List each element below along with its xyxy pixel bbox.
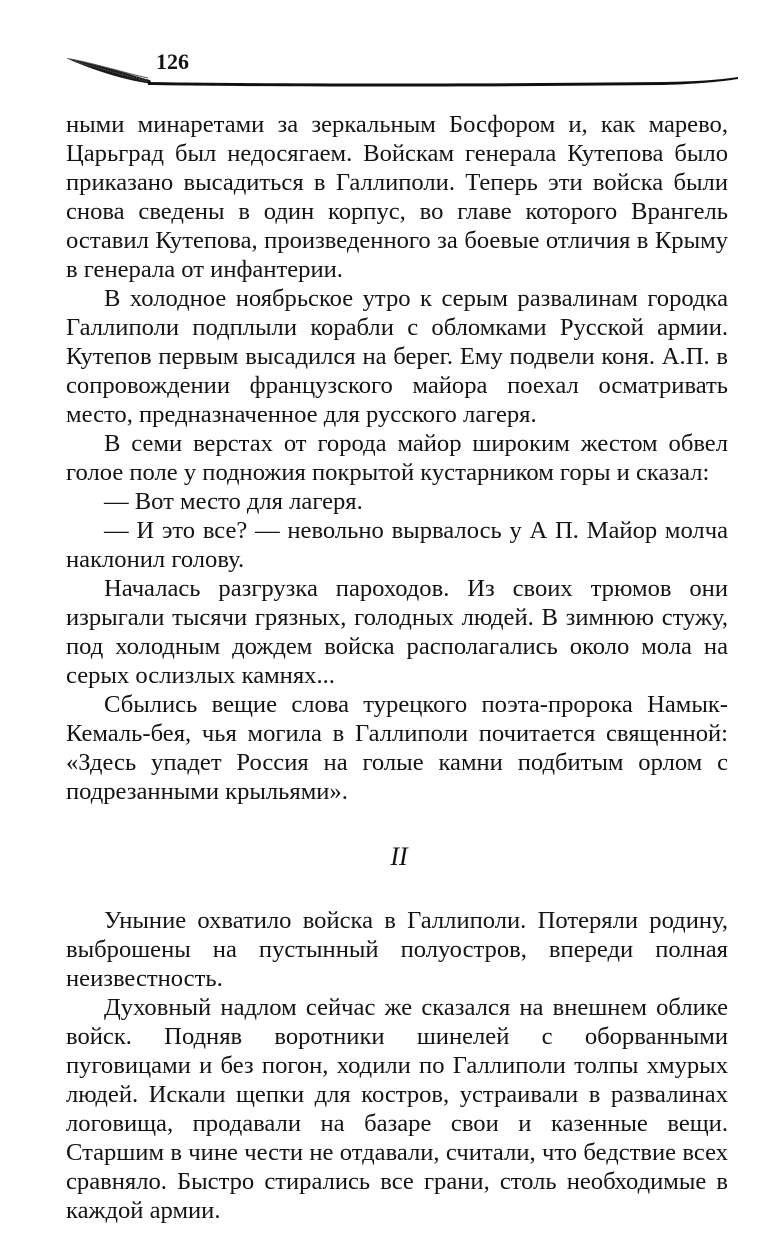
paragraph-group-bottom [66,906,728,1225]
paragraph: Началась разгрузка пароходов. Из своих трюмов они изрыгали тысячи грязных, голодных людей. В зимнюю стужу, под холодным дождем войска располагались около мола на серых ослизлых камнях... [66,575,728,689]
paragraph-group-top [66,110,728,806]
paragraph: В холодное ноябрьское утро к серым развалинам городка Галлиполи подплыли корабли с обломками Русской армии. Кутепов первым высадился на берег. Ему подвели коня. А.П. в сопровождении французского майора поехал осматривать место, предназначенное для русского лагеря. [66,285,728,428]
paragraph: В семи верстах от города майор широким жестом обвел голое поле у подножия покрытой кустарником горы и сказал: [66,430,728,486]
section-heading: II [390,842,408,871]
page-number: 126 [156,49,189,74]
paragraph: Духовный надлом сейчас же сказался на внешнем облике войск. Подняв воротники шинелей с оборванными пуговицами и без погон, ходили по Галлиполи толпы хмурых людей. Искали щепки для костров, устраивали в развалинах логовища, продавали на базаре свои и казенные вещи. Старшим в чине чести не отдавали, считали, что бедствие всех сравняло. Быстро стирались все грани, столь необходимые в каждой армии. [66,994,728,1224]
text-body [66,110,728,1225]
paragraph: Сбылись вещие слова турецкого поэта-пророка Намык-Кемаль-бея, чья могила в Галлиполи почитается священной: «Здесь упадет Россия на голые камни подбитым орлом с подрезанными крыльями». [66,691,728,805]
paragraph: ными минаретами за зеркальным Босфором и, как марево, Царьград был недосягаем. Войскам генерала Кутепова было приказано высадиться в Галлиполи. Теперь эти войска были снова сведены в один корпус, во главе которого Врангель оставил Кутепова, произведенного за боевые отличия в Крыму в генерала от инфантерии. [66,111,728,283]
paragraph: Уныние охватило войска в Галлиполи. Потеряли родину, выброшены на пустынный полуостров, впереди полная неизвестность. [66,907,728,992]
paragraph: — И это все? — невольно вырвалось у А П. Майор молча наклонил голову. [66,517,728,573]
running-header [64,44,740,94]
paragraph: — Вот место для лагеря. [104,488,363,515]
